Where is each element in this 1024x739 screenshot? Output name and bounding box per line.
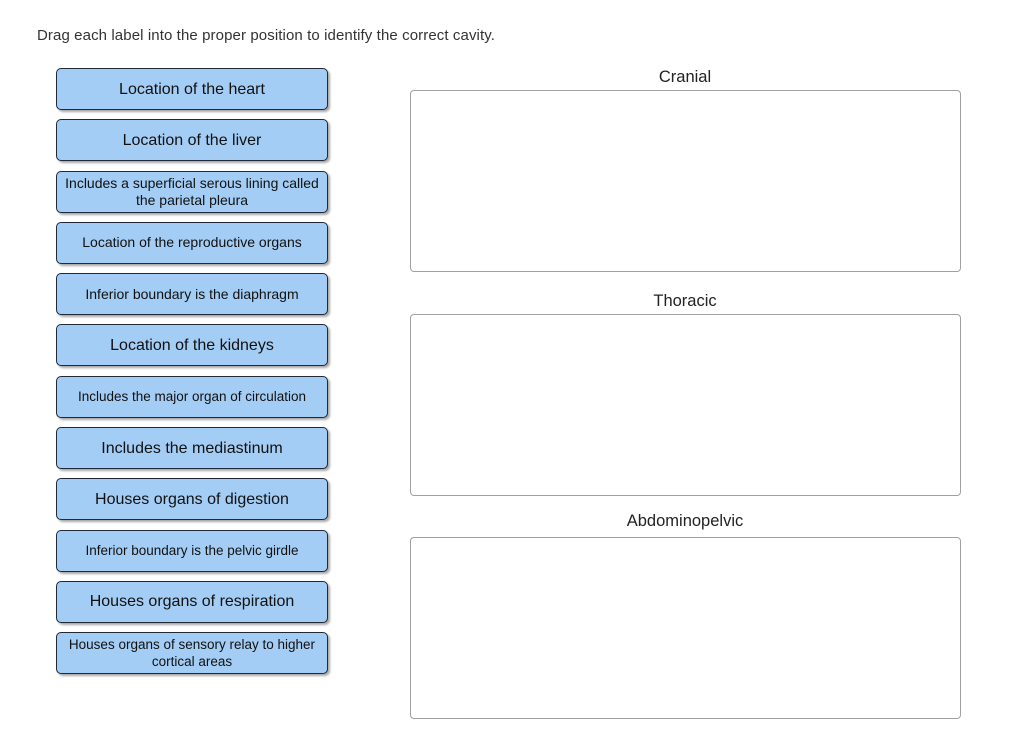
draggable-label[interactable]: Location of the liver bbox=[56, 119, 328, 161]
target-thoracic bbox=[410, 290, 960, 496]
dropzone-abdominopelvic[interactable] bbox=[410, 537, 961, 719]
draggable-label[interactable]: Houses organs of digestion bbox=[56, 478, 328, 520]
draggable-label[interactable]: Inferior boundary is the diaphragm bbox=[56, 273, 328, 315]
draggable-label[interactable]: Includes a superficial serous lining called the parietal pleura bbox=[56, 171, 328, 213]
target-cranial bbox=[410, 66, 960, 272]
target-heading-thoracic: Thoracic bbox=[653, 292, 717, 310]
instructions-text: Drag each label into the proper position to identify the correct cavity. bbox=[37, 27, 495, 44]
draggable-label[interactable]: Inferior boundary is the pelvic girdle bbox=[56, 530, 328, 572]
draggable-label[interactable]: Includes the major organ of circulation bbox=[56, 376, 328, 418]
dropzone-thoracic[interactable] bbox=[410, 314, 961, 496]
target-heading-abdominopelvic: Abdominopelvic bbox=[626, 512, 744, 530]
dropzone-cranial[interactable] bbox=[410, 90, 961, 272]
draggable-label[interactable]: Includes the mediastinum bbox=[56, 427, 328, 469]
draggable-label[interactable]: Location of the kidneys bbox=[56, 324, 328, 366]
draggable-label[interactable]: Houses organs of sensory relay to higher cortical areas bbox=[56, 632, 328, 674]
target-heading-cranial: Cranial bbox=[658, 68, 712, 86]
target-abdominopelvic bbox=[410, 510, 960, 719]
draggable-label[interactable]: Houses organs of respiration bbox=[56, 581, 328, 623]
label-bank bbox=[56, 68, 328, 684]
draggable-label[interactable]: Location of the heart bbox=[56, 68, 328, 110]
draggable-label[interactable]: Location of the reproductive organs bbox=[56, 222, 328, 264]
